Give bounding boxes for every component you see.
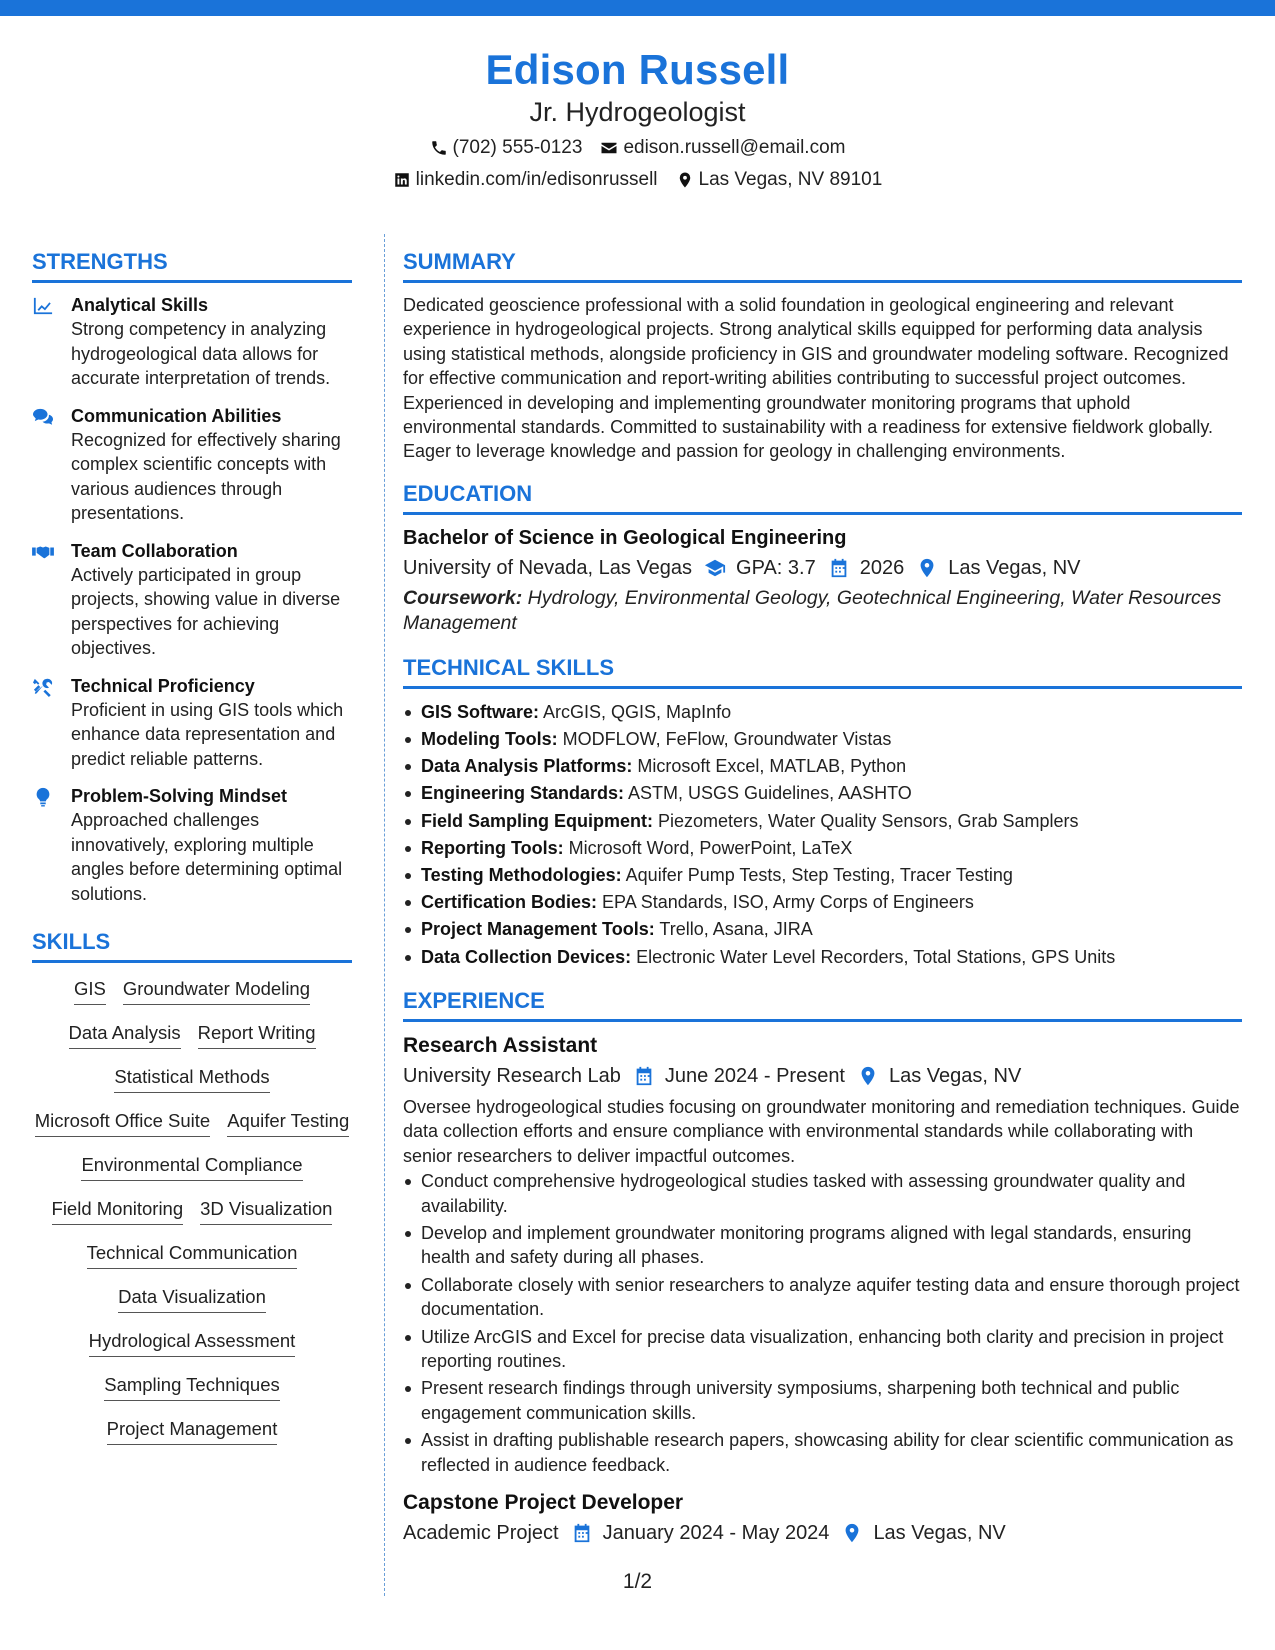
tech-skill-item xyxy=(403,780,1242,807)
strength-item xyxy=(32,784,352,906)
job-location: Las Vegas, NV xyxy=(873,1521,1006,1544)
job-org: Academic Project xyxy=(403,1521,559,1544)
tech-skill-label: Project Management Tools: xyxy=(421,919,655,940)
skills-heading: SKILLS xyxy=(32,928,352,963)
top-accent-bar xyxy=(0,0,1275,16)
job-bullet: Conduct comprehensive hydrogeological studies tasked with assessing groundwater quality and availability. xyxy=(403,1169,1242,1218)
calendar-icon xyxy=(633,1065,655,1087)
skill-chip: Field Monitoring xyxy=(52,1197,184,1225)
job-location-item xyxy=(841,1520,1005,1546)
gpa-value: GPA: 3.7 xyxy=(736,556,816,579)
tech-skill-label: Field Sampling Equipment: xyxy=(421,810,654,831)
tech-skill-label: Data Collection Devices: xyxy=(421,946,632,967)
skill-chip: Microsoft Office Suite xyxy=(35,1109,210,1137)
job-location-item xyxy=(857,1063,1021,1089)
job-dates: January 2024 - May 2024 xyxy=(602,1521,830,1544)
phone-contact xyxy=(430,137,583,159)
tech-skill-value: Microsoft Word, PowerPoint, LaTeX xyxy=(563,837,853,858)
tools-icon xyxy=(32,677,54,697)
job-meta xyxy=(403,1063,1242,1089)
skill-chip: Project Management xyxy=(107,1417,278,1445)
linkedin-contact[interactable] xyxy=(393,169,658,191)
school-name: University of Nevada, Las Vegas xyxy=(403,556,693,579)
skill-chip: GIS xyxy=(74,977,106,1005)
job-dates: June 2024 - Present xyxy=(664,1064,845,1087)
tech-skill-item xyxy=(403,808,1242,835)
skill-chip: Groundwater Modeling xyxy=(123,977,310,1005)
skill-chip: Technical Communication xyxy=(87,1241,298,1269)
tech-skill-label: Modeling Tools: xyxy=(421,729,558,750)
location-contact xyxy=(676,169,883,191)
degree-title: Bachelor of Science in Geological Engineering xyxy=(403,526,847,549)
resume-header xyxy=(0,44,1275,192)
skill-chip: Environmental Compliance xyxy=(81,1153,302,1181)
handshake-icon xyxy=(32,542,54,562)
strength-title: Analytical Skills xyxy=(71,295,209,315)
envelope-icon xyxy=(600,139,618,157)
phone-icon xyxy=(430,139,448,157)
job-dates-item xyxy=(633,1063,845,1089)
job-location: Las Vegas, NV xyxy=(889,1064,1022,1087)
page-number: 1/2 xyxy=(622,1570,653,1593)
summary-heading: SUMMARY xyxy=(403,248,1242,283)
chart-line-icon xyxy=(32,296,54,316)
coursework xyxy=(403,586,1242,636)
tech-skill-item xyxy=(403,916,1242,943)
job-role: Research Assistant xyxy=(403,1033,598,1057)
education-heading: EDUCATION xyxy=(403,480,1242,515)
strength-title: Technical Proficiency xyxy=(71,675,255,696)
skill-chip: 3D Visualization xyxy=(200,1197,332,1225)
calendar-icon xyxy=(828,557,850,579)
tech-skill-label: Certification Bodies: xyxy=(421,892,598,913)
column-divider xyxy=(384,234,385,1596)
right-content xyxy=(403,248,1242,1546)
tech-skill-item xyxy=(403,944,1242,971)
education-location: Las Vegas, NV xyxy=(948,556,1081,579)
tech-skill-item xyxy=(403,862,1242,889)
education-location-item xyxy=(916,555,1080,581)
lightbulb-icon xyxy=(32,787,54,807)
education-meta xyxy=(403,555,1242,581)
grad-year-item xyxy=(828,555,905,581)
skill-chip: Report Writing xyxy=(198,1021,316,1049)
right-column xyxy=(403,248,1242,1546)
strength-title: Communication Abilities xyxy=(71,405,282,426)
phone-number: (702) 555-0123 xyxy=(452,137,583,158)
strength-item xyxy=(32,404,352,526)
job-summary: Oversee hydrogeological studies focusing on groundwater monitoring and remediation techniques. Guide data collection efforts and ensure compliance with environmental standards while collaborating with senior researchers to deliver impactful outcomes. xyxy=(403,1096,1240,1166)
job-title: Jr. Hydrogeologist xyxy=(529,97,746,127)
tech-skill-label: Reporting Tools: xyxy=(421,837,564,858)
tech-skill-label: Engineering Standards: xyxy=(421,783,625,804)
strength-description: Recognized for effectively sharing complex scientific concepts with various audiences through presentations. xyxy=(71,429,341,523)
strengths-heading: STRENGTHS xyxy=(32,248,352,283)
map-marker-icon xyxy=(841,1522,863,1544)
job-entry xyxy=(403,1489,1242,1546)
strength-description: Actively participated in group projects, showing value in diverse perspectives for achieving objectives. xyxy=(71,564,341,658)
tech-skill-value: Microsoft Excel, MATLAB, Python xyxy=(632,756,907,777)
tech-skill-label: Testing Methodologies: xyxy=(421,865,622,886)
strength-item xyxy=(32,539,352,661)
job-org: University Research Lab xyxy=(403,1064,621,1087)
grad-year: 2026 xyxy=(859,556,905,579)
contact-row-1 xyxy=(0,136,1275,160)
job-entry xyxy=(403,1032,1242,1477)
skill-chip: Sampling Techniques xyxy=(104,1373,280,1401)
skill-chip: Data Visualization xyxy=(118,1285,266,1313)
tech-skill-item xyxy=(403,889,1242,916)
job-bullet: Assist in drafting publishable research papers, showcasing ability for clear scientific communication as reflected in audience feedback. xyxy=(403,1428,1242,1477)
email-contact[interactable] xyxy=(600,137,845,159)
strength-description: Approached challenges innovatively, exploring multiple angles before determining optimal solutions. xyxy=(71,810,343,904)
strength-description: Proficient in using GIS tools which enhance data representation and predict reliable patterns. xyxy=(71,699,344,769)
map-marker-icon xyxy=(916,557,938,579)
tech-skill-item xyxy=(403,726,1242,753)
technical-skills-heading: TECHNICAL SKILLS xyxy=(403,654,1242,689)
summary-text: Dedicated geoscience professional with a solid foundation in geological engineering and relevant experience in hydrogeological projects. Strong analytical skills equipped for performing data analysis using statistical methods, alongside proficiency in GIS and groundwater modeling software. Recognized for effective communication and report-writing abilities contributing to successful project outcomes. Experienced in developing and implementing groundwater monitoring programs that uphold environmental standards. Committed to sustainability with a readiness for extensive fieldwork globally. Eager to leverage knowledge and passion for geology in challenging environments. xyxy=(403,295,1229,462)
gpa-item xyxy=(704,555,816,581)
strength-title: Team Collaboration xyxy=(71,540,238,561)
job-meta xyxy=(403,1520,1242,1546)
skill-chip: Data Analysis xyxy=(69,1021,181,1049)
linkedin-url[interactable]: linkedin.com/in/edisonrussell xyxy=(415,169,658,190)
tech-skill-value: MODFLOW, FeFlow, Groundwater Vistas xyxy=(557,729,892,750)
job-bullets xyxy=(403,1169,1242,1477)
job-bullet: Develop and implement groundwater monitoring programs aligned with legal standards, ensuring health and safety during all phases. xyxy=(403,1221,1242,1270)
tech-skill-item xyxy=(403,753,1242,780)
job-bullet: Present research findings through university symposiums, sharpening both technical and public engagement communication skills. xyxy=(403,1376,1242,1425)
skills-list xyxy=(32,973,352,1445)
tech-skill-item xyxy=(403,835,1242,862)
comments-icon xyxy=(32,407,54,427)
candidate-name: Edison Russell xyxy=(485,46,790,93)
linkedin-icon xyxy=(393,171,411,189)
tech-skill-value: Trello, Asana, JIRA xyxy=(654,919,813,940)
experience-heading: EXPERIENCE xyxy=(403,987,1242,1022)
strength-title: Problem-Solving Mindset xyxy=(71,786,288,806)
job-bullet: Utilize ArcGIS and Excel for precise data visualization, enhancing both clarity and precision in project reporting routines. xyxy=(403,1325,1242,1374)
skill-chip: Aquifer Testing xyxy=(227,1109,349,1137)
map-marker-icon xyxy=(857,1065,879,1087)
technical-skills-list xyxy=(403,699,1242,971)
tech-skill-value: EPA Standards, ISO, Army Corps of Engineers xyxy=(597,892,974,913)
map-marker-icon xyxy=(676,171,694,189)
coursework-list: Hydrology, Environmental Geology, Geotechnical Engineering, Water Resources Management xyxy=(403,586,1222,634)
tech-skill-value: ArcGIS, QGIS, MapInfo xyxy=(539,701,732,722)
calendar-icon xyxy=(571,1522,593,1544)
skill-chip: Statistical Methods xyxy=(114,1065,269,1093)
job-dates-item xyxy=(571,1520,830,1546)
tech-skill-value: ASTM, USGS Guidelines, AASHTO xyxy=(624,783,912,804)
location-text: Las Vegas, NV 89101 xyxy=(698,169,883,190)
email-address[interactable]: edison.russell@email.com xyxy=(623,137,846,158)
tech-skill-value: Piezometers, Water Quality Sensors, Grab Samplers xyxy=(653,810,1079,831)
graduation-cap-icon xyxy=(704,557,726,579)
job-role: Capstone Project Developer xyxy=(403,1490,684,1514)
strength-item xyxy=(32,674,352,772)
strength-description: Strong competency in analyzing hydrogeological data allows for accurate interpretation of trends. xyxy=(71,319,331,388)
tech-skill-value: Electronic Water Level Recorders, Total Stations, GPS Units xyxy=(631,946,1116,967)
tech-skill-label: GIS Software: xyxy=(421,701,540,722)
left-column xyxy=(32,248,352,1445)
job-bullet: Collaborate closely with senior researchers to analyze aquifer testing data and ensure thorough project documentation. xyxy=(403,1273,1242,1322)
tech-skill-value: Aquifer Pump Tests, Step Testing, Tracer Testing xyxy=(621,865,1013,886)
contact-row-2 xyxy=(0,168,1275,192)
tech-skill-label: Data Analysis Platforms: xyxy=(421,756,633,777)
tech-skill-item xyxy=(403,699,1242,726)
strength-item xyxy=(32,293,352,391)
coursework-label: Coursework: xyxy=(403,586,523,609)
skill-chip: Hydrological Assessment xyxy=(89,1329,296,1357)
